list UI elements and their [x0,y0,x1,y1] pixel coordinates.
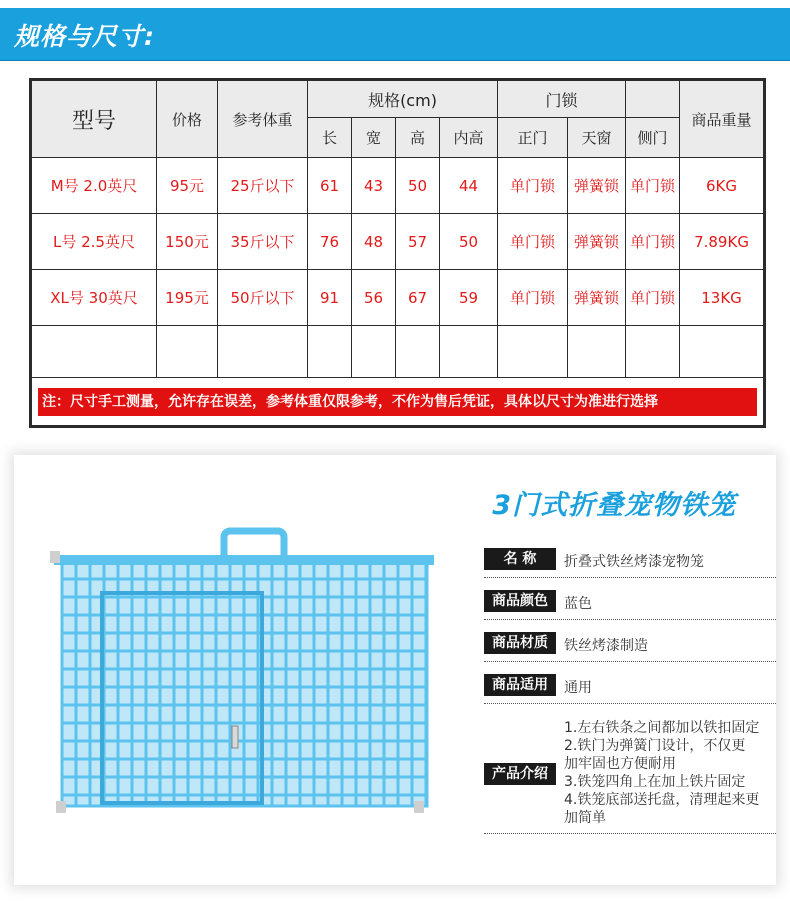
cell-inner-height: 59 [440,270,498,326]
label-intro: 产品介绍 [484,763,556,785]
product-title: 3门式折叠宠物铁笼 [492,490,736,521]
value-color: 蓝色 [564,596,592,612]
cell-inner-height: 50 [440,214,498,270]
note-row [31,378,765,427]
cell-height: 57 [396,214,440,270]
header-model: 型号 [31,80,157,158]
cell-product-weight: 7.89KG [680,214,765,270]
cell-price: 150元 [157,214,218,270]
header-spec: 规格(cm) [308,80,498,118]
intro-line: 2.铁门为弹簧门设计，不仅更 [564,738,746,754]
intro-line: 1.左右铁条之间都加以铁扣固定 [564,720,760,736]
label-color: 商品颜色 [484,590,556,612]
cage-image [42,521,434,821]
header-inner-height: 内高 [440,118,498,158]
intro-line: 3.铁笼四角上在加上铁片固定 [564,774,746,790]
info-row-name [484,545,776,578]
cell-weight: 50斤以下 [218,270,308,326]
cell-model: M号 2.0英尺 [31,158,157,214]
disclaimer-note: 注：尺寸手工测量，允许存在误差，参考体重仅限参考，不作为售后凭证，具体以尺寸为准进行选择 [38,388,757,416]
value-name: 折叠式铁丝烤漆宠物笼 [564,554,704,570]
header-lock: 门锁 [498,80,626,118]
header-top-door: 天窗 [568,118,626,158]
cell-width: 48 [352,214,396,270]
value-material: 铁丝烤漆制造 [564,638,648,654]
cell-height: 50 [396,158,440,214]
cell-price: 95元 [157,158,218,214]
table-row [31,214,765,270]
cell-product-weight: 6KG [680,158,765,214]
intro-line: 4.铁笼底部送托盘，清理起来更 [564,792,760,808]
cell-side-door: 单门锁 [626,214,680,270]
info-row-material [484,629,776,662]
label-usage: 商品适用 [484,674,556,696]
info-row-intro [484,715,776,834]
value-usage: 通用 [564,680,592,696]
cell-length: 76 [308,214,352,270]
cell-inner-height: 44 [440,158,498,214]
intro-text [564,719,759,827]
table-row-empty [31,326,765,378]
header-empty [626,80,680,118]
cell-top-door: 弹簧锁 [568,158,626,214]
spec-table [29,78,766,428]
cell-front-door: 单门锁 [498,270,568,326]
cell-top-door: 弹簧锁 [568,270,626,326]
table-row [31,158,765,214]
cell-model: L号 2.5英尺 [31,214,157,270]
cell-price: 195元 [157,270,218,326]
cell-weight: 35斤以下 [218,214,308,270]
cell-length: 61 [308,158,352,214]
label-name: 名 称 [484,548,556,570]
info-row-usage [484,671,776,704]
header-height: 高 [396,118,440,158]
header-length: 长 [308,118,352,158]
cell-side-door: 单门锁 [626,270,680,326]
intro-line: 加牢固也方便耐用 [564,756,676,772]
section-title: 规格与尺寸: [14,22,155,51]
cell-height: 67 [396,270,440,326]
cell-width: 43 [352,158,396,214]
section-banner [0,8,790,61]
table-row [31,270,765,326]
cell-top-door: 弹簧锁 [568,214,626,270]
header-side-door: 侧门 [626,118,680,158]
cell-product-weight: 13KG [680,270,765,326]
cell-width: 56 [352,270,396,326]
cell-front-door: 单门锁 [498,214,568,270]
cell-model: XL号 30英尺 [31,270,157,326]
cell-side-door: 单门锁 [626,158,680,214]
cell-weight: 25斤以下 [218,158,308,214]
header-price: 价格 [157,80,218,158]
label-material: 商品材质 [484,632,556,654]
info-row-color [484,587,776,620]
cell-length: 91 [308,270,352,326]
cell-front-door: 单门锁 [498,158,568,214]
header-weight-ref: 参考体重 [218,80,308,158]
header-front-door: 正门 [498,118,568,158]
intro-line: 加简单 [564,810,606,826]
header-product-weight: 商品重量 [680,80,765,158]
product-panel [14,455,776,885]
header-width: 宽 [352,118,396,158]
